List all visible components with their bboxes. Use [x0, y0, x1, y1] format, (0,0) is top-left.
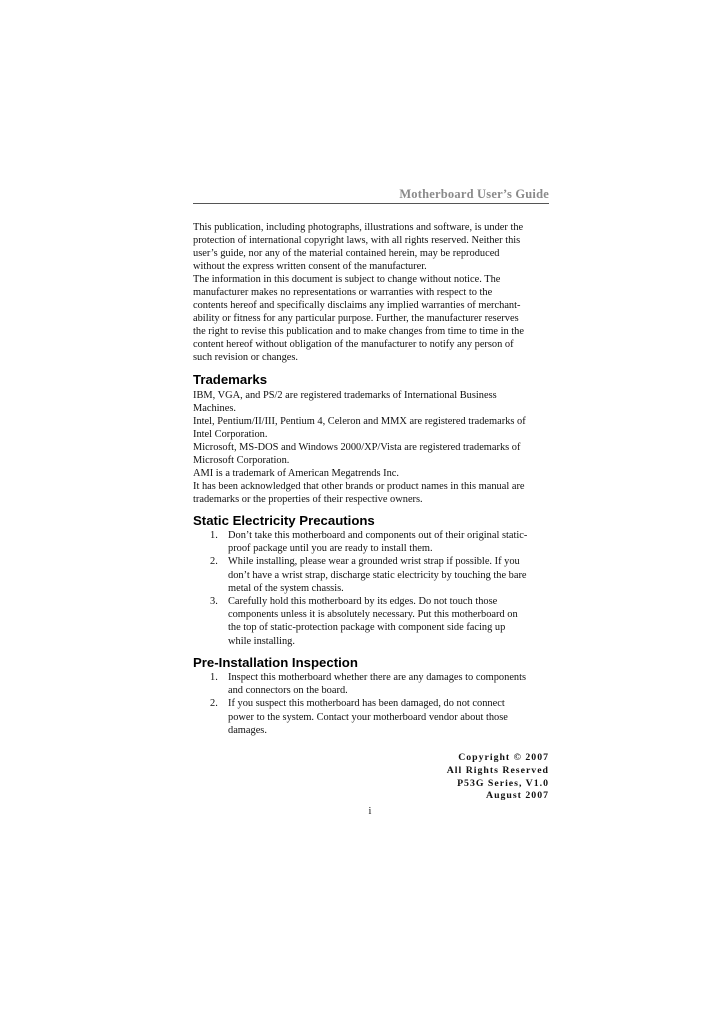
trademarks-paragraph	[193, 389, 549, 506]
item-line: the top of static-protection package with component side facing up	[228, 622, 506, 634]
item-number: 2.	[210, 556, 218, 568]
item-line: components unless it is absolutely necessary. Put this motherboard on	[228, 609, 518, 621]
intro-line: manufacturer makes no representations or warranties with respect to the	[193, 287, 493, 298]
item-line: proof package until you are ready to install them.	[228, 543, 433, 555]
item-number: 1.	[210, 672, 218, 683]
trademark-line: AMI is a trademark of American Megatrends Inc.	[193, 468, 400, 479]
item-line: Don’t take this motherboard and components out of their original static-	[228, 530, 528, 541]
intro-line: The information in this document is subject to change without notice. The	[193, 274, 501, 285]
trademark-line: Microsoft Corporation.	[193, 455, 290, 466]
item-number: 3.	[210, 596, 218, 608]
intro-line: content hereof without obligation of the manufacturer to notify any person of	[193, 339, 514, 350]
intro-line: protection of international copyright laws, with all rights reserved. Neither this	[193, 235, 521, 246]
trademark-line: IBM, VGA, and PS/2 are registered trademarks of International Business	[193, 390, 497, 401]
trademark-line: It has been acknowledged that other brands or product names in this manual are	[193, 481, 525, 492]
intro-line: such revision or changes.	[193, 352, 299, 363]
item-line: Inspect this motherboard whether there are any damages to components	[228, 672, 527, 683]
trademark-line: Machines.	[193, 403, 236, 414]
list-item	[193, 697, 549, 737]
date-line: August 2007	[486, 790, 549, 802]
list-item	[193, 529, 549, 555]
trademark-line: Microsoft, MS-DOS and Windows 2000/XP/Vista are registered trademarks of	[193, 442, 521, 453]
page-number: i	[368, 806, 372, 817]
preinstallation-list	[193, 671, 549, 737]
item-line: If you suspect this motherboard has been damaged, do not connect	[228, 698, 505, 710]
item-line: don’t have a wrist strap, discharge static electricity by touching the bare	[228, 569, 527, 581]
item-number: 2.	[210, 698, 218, 710]
list-item	[193, 555, 549, 595]
item-line: damages.	[228, 724, 267, 736]
guide-title: Motherboard User’s Guide	[399, 187, 549, 201]
list-item	[193, 595, 549, 648]
item-line: While installing, please wear a grounded wrist strap if possible. If you	[228, 556, 520, 568]
trademark-line: Intel Corporation.	[193, 429, 268, 440]
intro-line: This publication, including photographs, illustrations and software, is under the	[193, 222, 524, 233]
copyright-block	[360, 752, 549, 803]
page-header	[193, 186, 549, 203]
item-number: 1.	[210, 530, 218, 541]
intro-paragraph	[193, 221, 549, 364]
static-precautions-heading: Static Electricity Precautions	[193, 513, 375, 528]
static-precautions-list	[193, 529, 549, 648]
version-line: P53G Series, V1.0	[457, 777, 549, 789]
copyright-line: Copyright © 2007	[458, 752, 549, 763]
header-rule	[193, 203, 549, 204]
trademark-line: trademarks or the properties of their respective owners.	[193, 494, 423, 505]
item-line: metal of the system chassis.	[228, 582, 344, 594]
item-line: and connectors on the board.	[228, 685, 348, 697]
intro-line: without the express written consent of the manufacturer.	[193, 261, 427, 272]
list-item	[193, 671, 549, 697]
trademark-line: Intel, Pentium/II/III, Pentium 4, Celeron and MMX are registered trademarks of	[193, 416, 526, 427]
rights-line: All Rights Reserved	[446, 764, 549, 776]
intro-line: contents hereof and specifically disclaims any implied warranties of merchant-	[193, 300, 521, 311]
trademarks-heading: Trademarks	[193, 372, 268, 387]
preinstallation-heading: Pre-Installation Inspection	[193, 655, 358, 670]
item-line: Carefully hold this motherboard by its edges. Do not touch those	[228, 596, 498, 608]
item-line: power to the system. Contact your motherboard vendor about those	[228, 711, 508, 723]
intro-line: user’s guide, nor any of the material contained herein, may be reproduced	[193, 248, 500, 259]
intro-line: ability or fitness for any particular purpose. Further, the manufacturer reserves	[193, 313, 519, 324]
intro-line: the right to revise this publication and to make changes from time to time in the	[193, 326, 524, 337]
item-line: while installing.	[228, 635, 295, 647]
